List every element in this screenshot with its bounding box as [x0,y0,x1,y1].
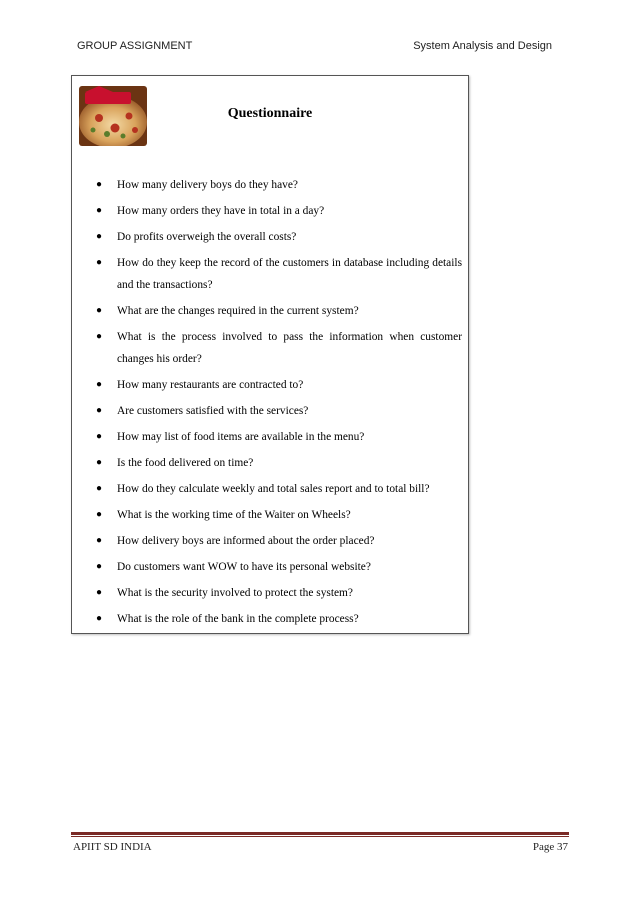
question-text: How delivery boys are informed about the order placed? [117,535,375,547]
bullet-icon: ● [96,561,103,572]
list-item [96,582,462,604]
list-item [96,504,462,526]
list-item [96,608,462,630]
question-list [96,174,462,639]
question-text: What is the security involved to protect the system? [117,587,353,599]
bullet-icon: ● [96,457,103,468]
bullet-icon: ● [96,179,103,190]
list-item [96,530,462,552]
footer-page-number: Page 37 [532,841,568,853]
list-item [96,200,462,222]
question-text: Do profits overweigh the overall costs? [117,231,297,243]
question-text: How do they calculate weekly and total sales report and to total bill? [117,483,430,495]
list-item [96,326,462,370]
footer-divider-thin [71,836,569,837]
list-item [96,300,462,322]
question-text: Is the food delivered on time? [117,457,254,469]
question-text: What is the role of the bank in the complete process? [117,613,359,625]
bullet-icon: ● [96,405,103,416]
list-item [96,400,462,422]
footer-left: APIIT SD INDIA [73,841,152,853]
bullet-icon: ● [96,483,103,494]
questionnaire-box [71,75,469,634]
question-text: How may list of food items are available in the menu? [117,431,365,443]
question-text: How many delivery boys do they have? [117,179,298,191]
bullet-icon: ● [96,535,103,546]
list-item [96,478,462,500]
list-item [96,426,462,448]
list-item [96,174,462,196]
list-item [96,452,462,474]
question-text: What is the working time of the Waiter on Wheels? [117,509,351,521]
bullet-icon: ● [96,231,103,242]
bullet-icon: ● [96,205,103,216]
header-left: GROUP ASSIGNMENT [77,40,193,52]
bullet-icon: ● [96,509,103,520]
list-item [96,252,462,296]
bullet-icon: ● [96,613,103,624]
bullet-icon: ● [96,431,103,442]
list-item [96,374,462,396]
list-item [96,226,462,248]
question-text: How many restaurants are contracted to? [117,379,304,391]
bullet-icon: ● [96,305,103,316]
question-text: What are the changes required in the current system? [117,305,359,317]
bullet-icon: ● [96,587,103,598]
question-text: Are customers satisfied with the services? [117,405,309,417]
list-item [96,556,462,578]
question-text: How many orders they have in total in a day? [117,205,325,217]
question-text: How do they keep the record of the customers in database including details and the transactions? [117,257,462,291]
questionnaire-title: Questionnaire [227,106,313,121]
bullet-icon: ● [96,379,103,390]
bullet-icon: ● [96,331,103,342]
question-text: Do customers want WOW to have its personal website? [117,561,371,573]
question-text: What is the process involved to pass the information when customer changes his order? [117,331,462,365]
header-right: System Analysis and Design [413,40,552,52]
bullet-icon: ● [96,257,103,268]
footer-divider [71,832,569,835]
